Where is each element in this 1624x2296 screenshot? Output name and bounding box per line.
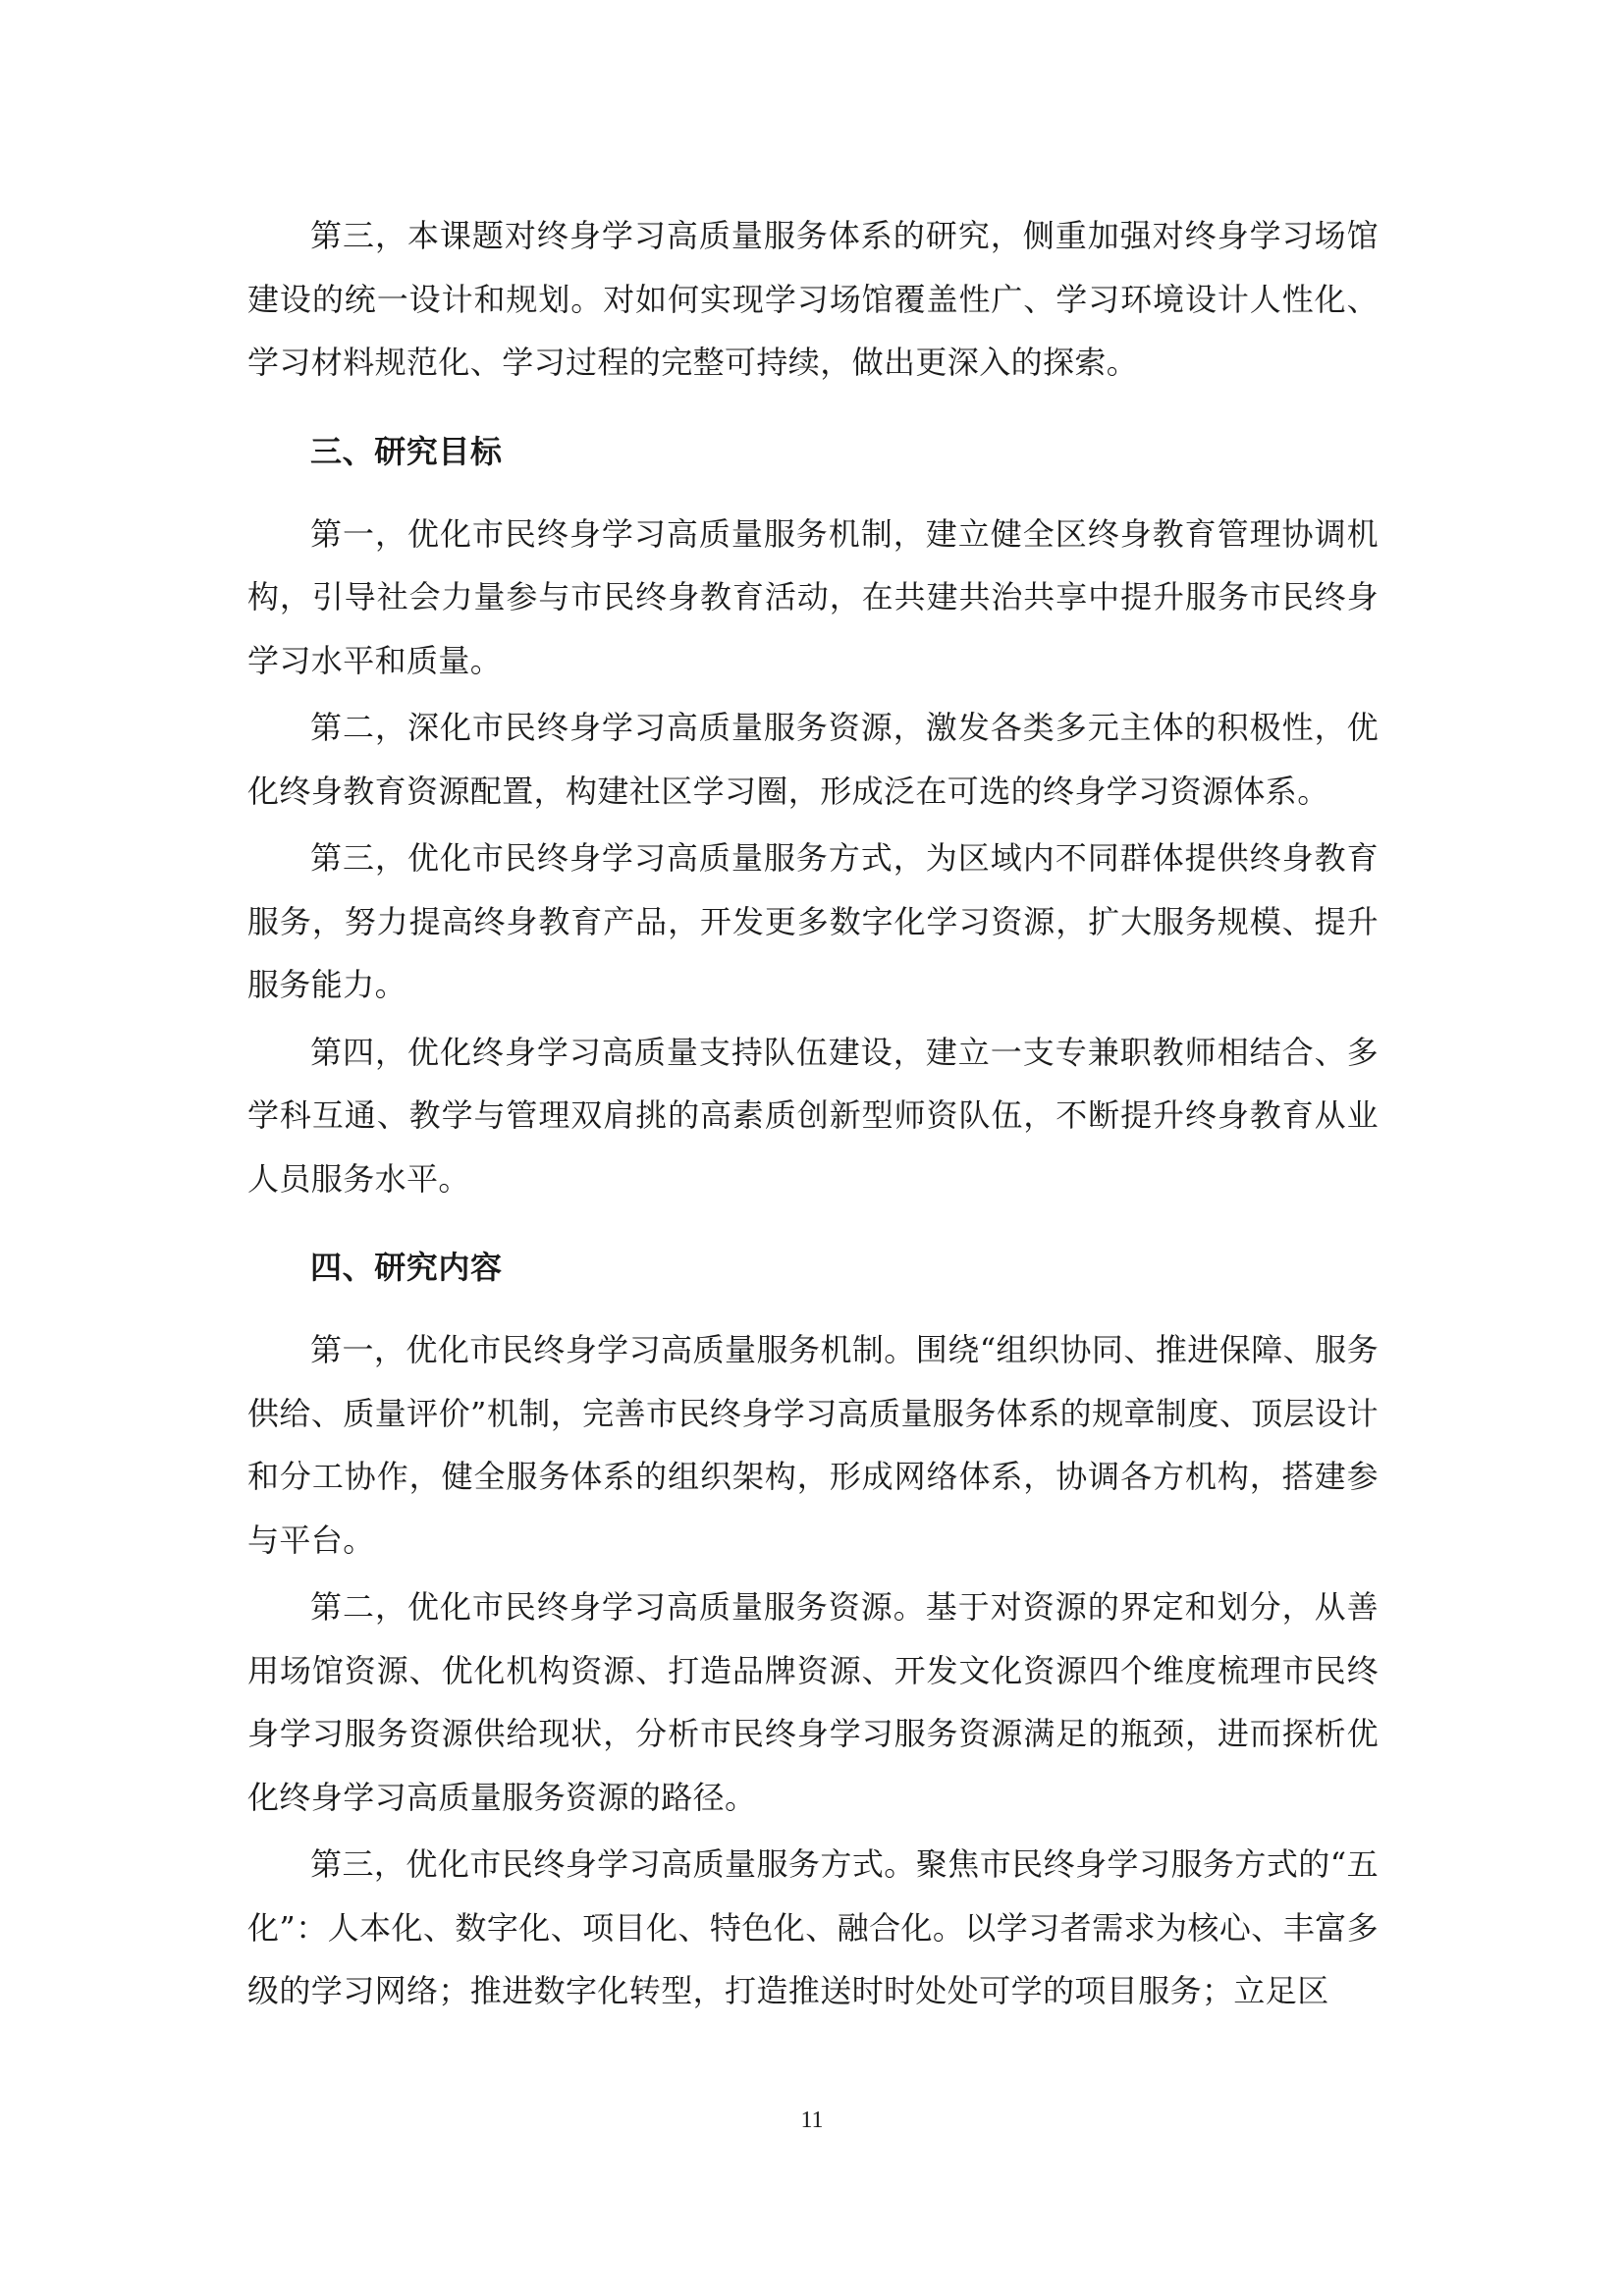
paragraph-objective-mechanism: 第一，优化市民终身学习高质量服务机制，建立健全区终身教育管理协调机构，引导社会力量参与市民终身教育活动，在共建共治共享中提升服务市民终身学习水平和质量。 xyxy=(247,514,1379,679)
paragraph-objective-service-methods: 第三，优化市民终身学习高质量服务方式，为区域内不同群体提供终身教育服务，努力提高终身教育产品，开发更多数字化学习资源，扩大服务规模、提升服务能力。 xyxy=(247,839,1379,1003)
paragraph-research-focus-venues: 第三，本课题对终身学习高质量服务体系的研究，侧重加强对终身学习场馆建设的统一设计和规划。对如何实现学习场馆覆盖性广、学习环境设计人性化、学习材料规范化、学习过程的完整可持续，做出更深入的探索。 xyxy=(247,217,1379,381)
heading-research-objectives: 三、研究目标 xyxy=(310,432,503,470)
paragraph-content-resources: 第二，优化市民终身学习高质量服务资源。基于对资源的界定和划分，从善用场馆资源、优化机构资源、打造品牌资源、开发文化资源四个维度梳理市民终身学习服务资源供给现状，分析市民终身学习服务资源满足的瓶颈，进而探析优化终身学习高质量服务资源的路径。 xyxy=(247,1588,1379,1816)
paragraph-content-mechanism: 第一，优化市民终身学习高质量服务机制。围绕“组织协同、推进保障、服务供给、质量评价”机制，完善市民终身学习高质量服务体系的规章制度、顶层设计和分工协作，健全服务体系的组织架构，形成网络体系，协调各方机构，搭建参与平台。 xyxy=(247,1331,1379,1559)
paragraph-objective-resources: 第二，深化市民终身学习高质量服务资源，激发各类多元主体的积极性，优化终身教育资源配置，构建社区学习圈，形成泛在可选的终身学习资源体系。 xyxy=(247,709,1379,810)
paragraph-objective-team-building: 第四，优化终身学习高质量支持队伍建设，建立一支专兼职教师相结合、多学科互通、教学与管理双肩挑的高素质创新型师资队伍，不断提升终身教育从业人员服务水平。 xyxy=(247,1033,1379,1198)
page-number: 11 xyxy=(800,2108,824,2133)
document-body xyxy=(247,204,1379,2023)
heading-research-content: 四、研究内容 xyxy=(310,1249,503,1286)
paragraph-content-service-methods: 第三，优化市民终身学习高质量服务方式。聚焦市民终身学习服务方式的“五化”：人本化、数字化、项目化、特色化、融合化。以学习者需求为核心、丰富多级的学习网络；推进数字化转型，打造推送时时处处可学的项目服务；立足区 xyxy=(247,1845,1379,2009)
